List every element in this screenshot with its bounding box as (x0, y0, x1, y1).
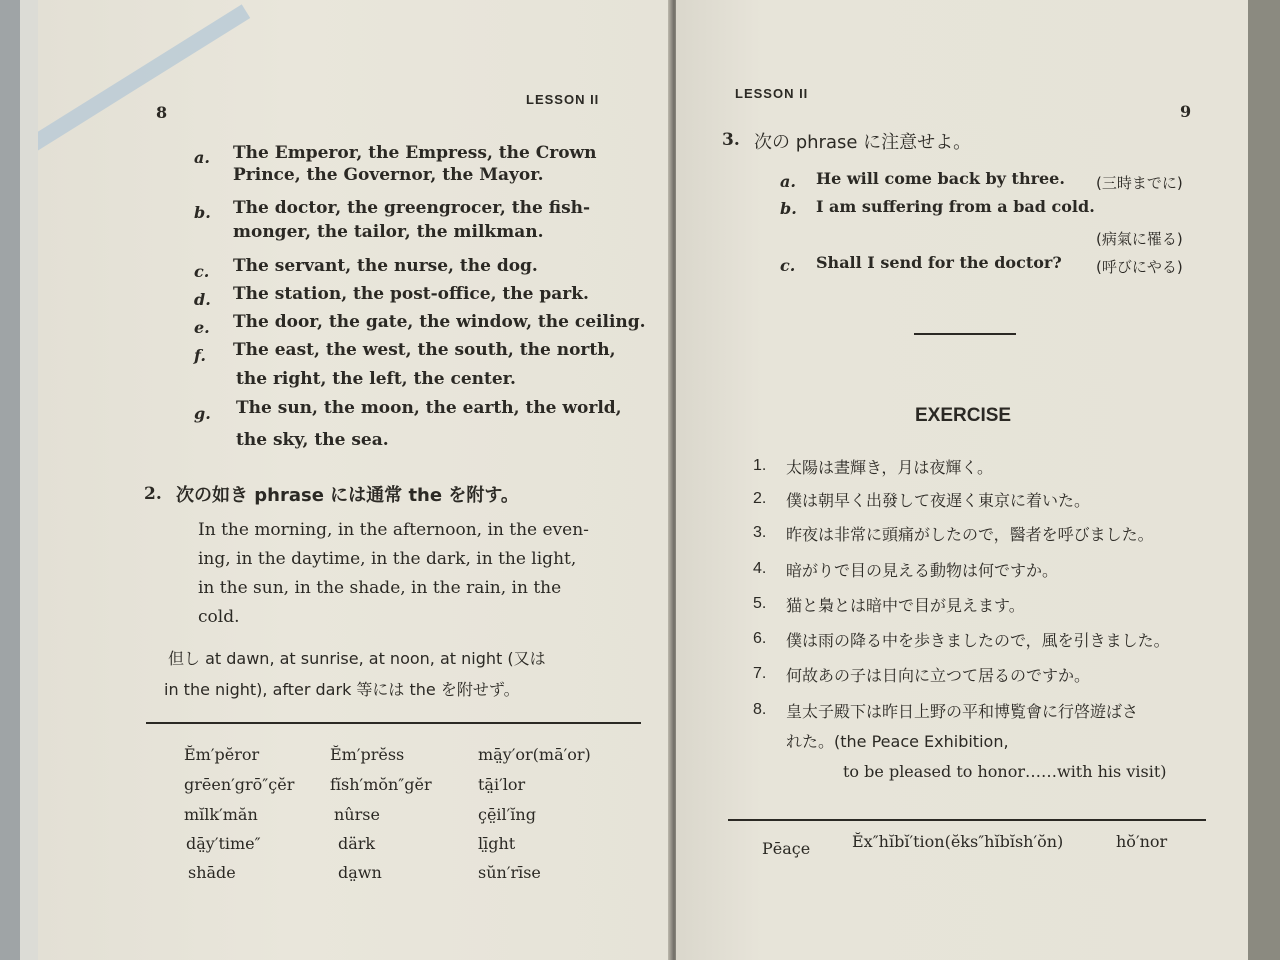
exercise-text: 暗がりで目の見える動物は何ですか。 (786, 561, 1059, 580)
page-number-left: 8 (156, 103, 168, 122)
vocab-word: Ĕm′pĕror (184, 745, 260, 764)
item-line: the sky, the sea. (236, 430, 389, 450)
page-number-right: 9 (1180, 102, 1192, 121)
vocab-word: hŏ′nor (1116, 832, 1168, 851)
section2-body-line: In the morning, in the afternoon, in the even- (198, 520, 589, 540)
divider-line (146, 722, 641, 724)
item-text: I am suffering from a bad cold. (816, 197, 1095, 216)
section3-heading: 次の phrase に注意せよ。 (754, 132, 972, 153)
exercise-number: 4. (753, 560, 767, 577)
exercise-text: 何故あの子は日向に立つて居るのですか。 (786, 666, 1091, 685)
item-text: Shall I send for the doctor? (816, 253, 1062, 272)
short-divider (914, 333, 1016, 335)
item-text: He will come back by three. (816, 169, 1065, 188)
exercise-number: 7. (753, 665, 767, 682)
section2-note-line: 但し at dawn, at sunrise, at noon, at night (又は (168, 649, 546, 668)
vocab-word: çē̤il′ĭng (478, 805, 536, 824)
item-label: e. (194, 318, 210, 337)
item-label: f. (194, 346, 206, 365)
item-line: monger, the tailor, the milkman. (233, 222, 544, 242)
exercise-text: 太陽は晝輝き，月は夜輝く。 (786, 458, 994, 477)
exercise-text: 僕は雨の降る中を歩きましたので，風を引きました。 (786, 631, 1170, 650)
running-head-right: LESSON II (735, 86, 809, 101)
exercise-number: 5. (753, 595, 767, 612)
vocab-word: Ĕx″hĭbĭ′tion(ĕks″hĭbĭsh′ŏn) (852, 832, 1064, 851)
section2-heading: 次の如き phrase には通常 the を附す。 (176, 485, 519, 506)
vocab-word: shāde (188, 863, 236, 882)
exercise-text: 猫と梟とは暗中で目が見えます。 (786, 596, 1025, 615)
vocab-word: dā̤y′time″ (186, 834, 261, 853)
vocab-word: Ĕm′prĕss (330, 745, 405, 764)
item-label: b. (194, 203, 211, 222)
item-label: d. (194, 290, 211, 309)
vocab-word: grēen′grō″çĕr (184, 775, 295, 794)
item-label: c. (194, 262, 210, 281)
exercise-number: 6. (753, 630, 767, 647)
item-line: the right, the left, the center. (236, 369, 516, 389)
item-line: The doctor, the greengrocer, the fish- (233, 198, 591, 218)
item-label: c. (780, 256, 796, 275)
vocab-word: da̤wn (338, 863, 382, 882)
vocab-word: Pēaçe (762, 839, 811, 858)
vocab-word: fĭsh′mŏn″gĕr (330, 775, 432, 794)
exercise-title: EXERCISE (915, 405, 1012, 426)
item-label: a. (780, 172, 796, 191)
running-head-left: LESSON II (526, 92, 600, 107)
item-line: The door, the gate, the window, the ceiling. (233, 312, 646, 332)
exercise-text-continued: れた。(the Peace Exhibition, (786, 732, 1009, 751)
section2-number: 2. (144, 484, 162, 504)
exercise-number: 1. (753, 457, 767, 474)
item-gloss: (病氣に罹る) (1096, 230, 1183, 248)
item-line: The servant, the nurse, the dog. (233, 256, 538, 276)
item-gloss: (呼びにやる) (1096, 258, 1183, 276)
item-line: The east, the west, the south, the north, (233, 340, 616, 360)
bookmark-ribbon (38, 4, 250, 171)
section3-number: 3. (722, 130, 740, 150)
item-line: Prince, the Governor, the Mayor. (233, 165, 544, 185)
item-gloss: (三時までに) (1096, 174, 1183, 192)
vocab-word: nûrse (334, 805, 380, 824)
left-page (38, 0, 670, 960)
section2-body-line: cold. (198, 607, 240, 627)
exercise-text: 昨夜は非常に頭痛がしたので，醫者を呼びました。 (786, 525, 1154, 544)
exercise-text: 皇太子殿下は昨日上野の平和博覧會に行啓遊ばさ (786, 702, 1139, 721)
item-line: The station, the post-office, the park. (233, 284, 589, 304)
exercise-text: 僕は朝早く出發して夜遅く東京に着いた。 (786, 491, 1091, 510)
exercise-number: 8. (753, 701, 767, 718)
item-line: The sun, the moon, the earth, the world, (236, 398, 622, 418)
section2-body-line: ing, in the daytime, in the dark, in the light, (198, 549, 577, 569)
vocab-word: tā̤i′lor (478, 775, 526, 794)
section2-body-line: in the sun, in the shade, in the rain, in the (198, 578, 562, 598)
exercise-number: 3. (753, 524, 767, 541)
vocab-word: mĭlk′măn (184, 805, 258, 824)
vocab-word: sŭn′rīse (478, 863, 541, 882)
exercise-text-continued: to be pleased to honor……with his visit) (843, 762, 1167, 781)
vocab-word: mā̤y′or(mā′or) (478, 745, 591, 764)
exercise-number: 2. (753, 490, 767, 507)
item-line: The Emperor, the Empress, the Crown (233, 143, 597, 163)
divider-line (728, 819, 1206, 821)
item-label: a. (194, 148, 210, 167)
item-label: b. (780, 199, 797, 218)
vocab-word: lī̤ght (478, 834, 516, 853)
item-label: g. (194, 404, 211, 423)
vocab-word: därk (338, 834, 376, 853)
right-page (676, 0, 1248, 960)
section2-note-line: in the night), after dark 等には the を附せず。 (164, 680, 520, 699)
